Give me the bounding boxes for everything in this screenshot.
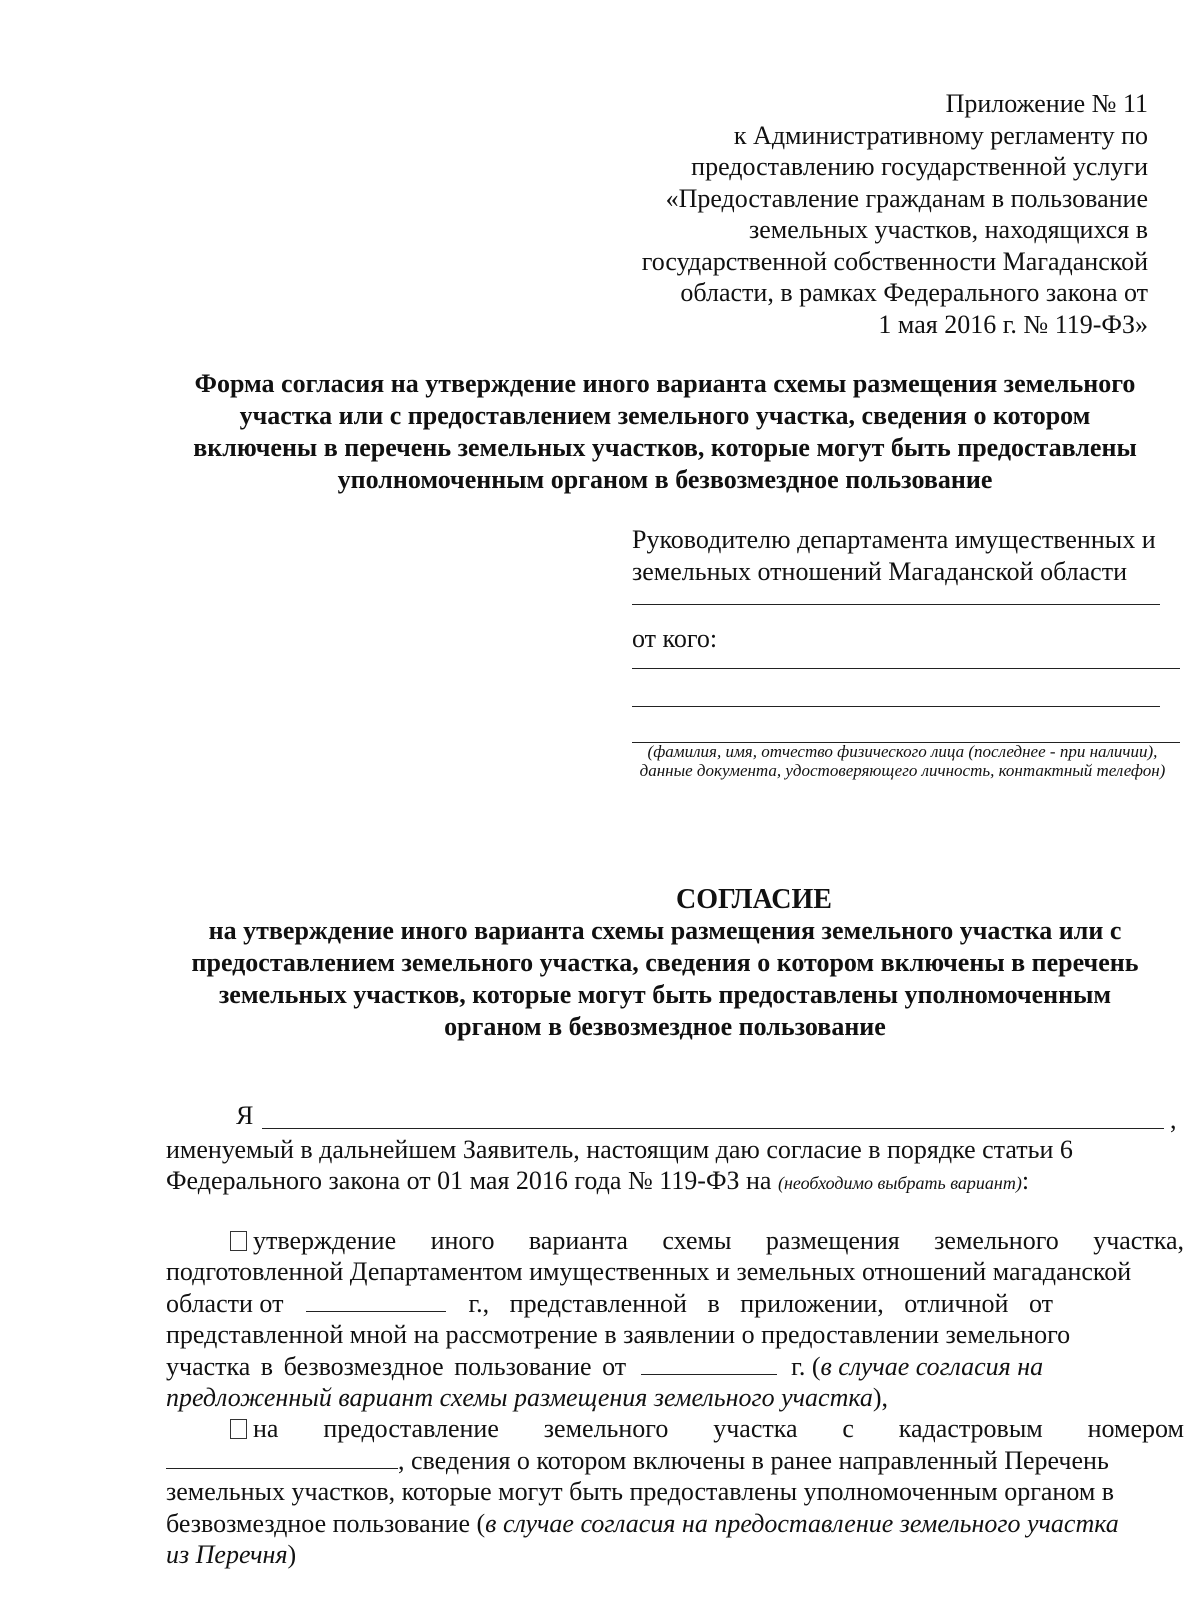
consent-subtitle xyxy=(150,915,1180,1043)
consent-subtitle-line: органом в безвозмездное пользование xyxy=(444,1012,886,1041)
option2-text: , сведения о котором включены в ранее направленный Перечень xyxy=(398,1446,1109,1475)
appendix-line: области, в рамках Федерального закона от xyxy=(680,278,1148,307)
ya-label: Я xyxy=(236,1101,254,1130)
option1-line-1 xyxy=(230,1225,1184,1257)
consent-subtitle-line: на утверждение иного варианта схемы размещения земельного участка или с xyxy=(208,916,1122,945)
addressee-line: земельных отношений Магаданской области xyxy=(632,557,1127,586)
option1-text: г., представленной в приложении, отличной от xyxy=(468,1289,1053,1318)
option1-text: утверждение иного варианта схемы размещения земельного участка, xyxy=(253,1226,1184,1255)
option1-text: области от xyxy=(166,1289,284,1318)
option2-text: безвозмездное пользование ( xyxy=(166,1509,486,1538)
option2-note: из Перечня xyxy=(166,1540,288,1569)
from-blank-line-1[interactable] xyxy=(632,668,1180,669)
appendix-line: государственной собственности Магаданской xyxy=(641,246,1148,276)
addressee-line: Руководителю департамента имущественных и xyxy=(632,525,1156,554)
cadastral-number-blank[interactable] xyxy=(166,1448,398,1469)
form-title-line: Форма согласия на утверждение иного варианта схемы размещения земельного xyxy=(194,369,1136,398)
option1-note: в случае согласия на xyxy=(820,1352,1044,1381)
option2-line-3: земельных участков, которые могут быть предоставлены уполномоченным органом в xyxy=(166,1477,1115,1506)
addressee-block xyxy=(632,524,1192,588)
appendix-line: Приложение № 11 xyxy=(945,89,1148,118)
option2-line-4 xyxy=(166,1508,1184,1540)
from-blank-line-2[interactable] xyxy=(632,706,1160,707)
option1-end: ), xyxy=(872,1383,889,1412)
name-blank-line[interactable] xyxy=(262,1128,1164,1129)
consent-heading: СОГЛАСИЕ xyxy=(676,884,832,915)
option1-line-6 xyxy=(166,1382,888,1414)
option2-text: на предоставление земельного участка с кадастровым номером xyxy=(253,1414,1184,1443)
option2-note: в случае согласия на предоставление земельного участка xyxy=(485,1509,1119,1538)
form-title-line: включены в перечень земельных участков, которые могут быть предоставлены xyxy=(193,433,1137,462)
option1-line-4: представленной мной на рассмотрение в заявлении о предоставлении земельного xyxy=(166,1320,1071,1349)
option1-text: участка в безвозмездное пользование от xyxy=(166,1352,627,1381)
from-label: от кого: xyxy=(632,624,718,653)
option1-note: предложенный вариант схемы размещения земельного участка xyxy=(166,1383,873,1412)
form-title xyxy=(150,368,1180,496)
option1-line-2: подготовленной Департаментом имущественных и земельных отношений магаданской xyxy=(166,1257,1132,1286)
appendix-line: «Предоставление гражданам в пользование xyxy=(665,183,1148,213)
option2-line-5 xyxy=(166,1539,296,1571)
appendix-header xyxy=(588,88,1148,340)
option1-line-5 xyxy=(166,1351,1184,1383)
intro-line-1: именуемый в дальнейшем Заявитель, настоящим даю согласие в порядке статьи 6 xyxy=(166,1135,1073,1164)
option1-text: г. ( xyxy=(791,1352,821,1381)
option1-line-3 xyxy=(166,1288,1184,1320)
form-title-line: участка или с предоставлением земельного участка, сведения о котором xyxy=(239,401,1091,430)
application-date-blank[interactable] xyxy=(641,1354,777,1375)
appendix-line: 1 мая 2016 г. № 119-ФЗ» xyxy=(878,309,1148,339)
appendix-line: к Административному регламенту по xyxy=(733,120,1148,150)
intro-text: Федерального закона от 01 мая 2016 года № 119-ФЗ на xyxy=(166,1166,772,1195)
option1-checkbox[interactable] xyxy=(230,1231,247,1251)
option2-end: ) xyxy=(287,1540,297,1569)
form-title-line: уполномоченным органом в безвозмездное пользование xyxy=(337,465,993,494)
appendix-line: предоставлению государственной услуги xyxy=(691,152,1148,181)
option2-checkbox[interactable] xyxy=(230,1419,247,1439)
intro-hint: (необходимо выбрать вариант) xyxy=(777,1173,1022,1193)
scheme-date-blank[interactable] xyxy=(306,1291,446,1312)
consent-subtitle-line: земельных участков, которые могут быть предоставлены уполномоченным xyxy=(218,980,1112,1009)
addressee-blank-line[interactable] xyxy=(632,604,1160,605)
option2-line-1 xyxy=(230,1413,1184,1445)
intro-line-2 xyxy=(166,1165,1029,1200)
intro-colon: : xyxy=(1021,1166,1030,1195)
consent-subtitle-line: предоставлением земельного участка, сведения о котором включены в перечень xyxy=(191,948,1139,977)
applicant-note: (фамилия, имя, отчество физического лица (последнее - при наличии), данные документа, удостоверяющего личность, контактный телефон) xyxy=(639,742,1166,780)
appendix-line: земельных участков, находящихся в xyxy=(749,215,1148,244)
option2-line-2 xyxy=(166,1445,1184,1477)
comma: , xyxy=(1170,1105,1177,1134)
